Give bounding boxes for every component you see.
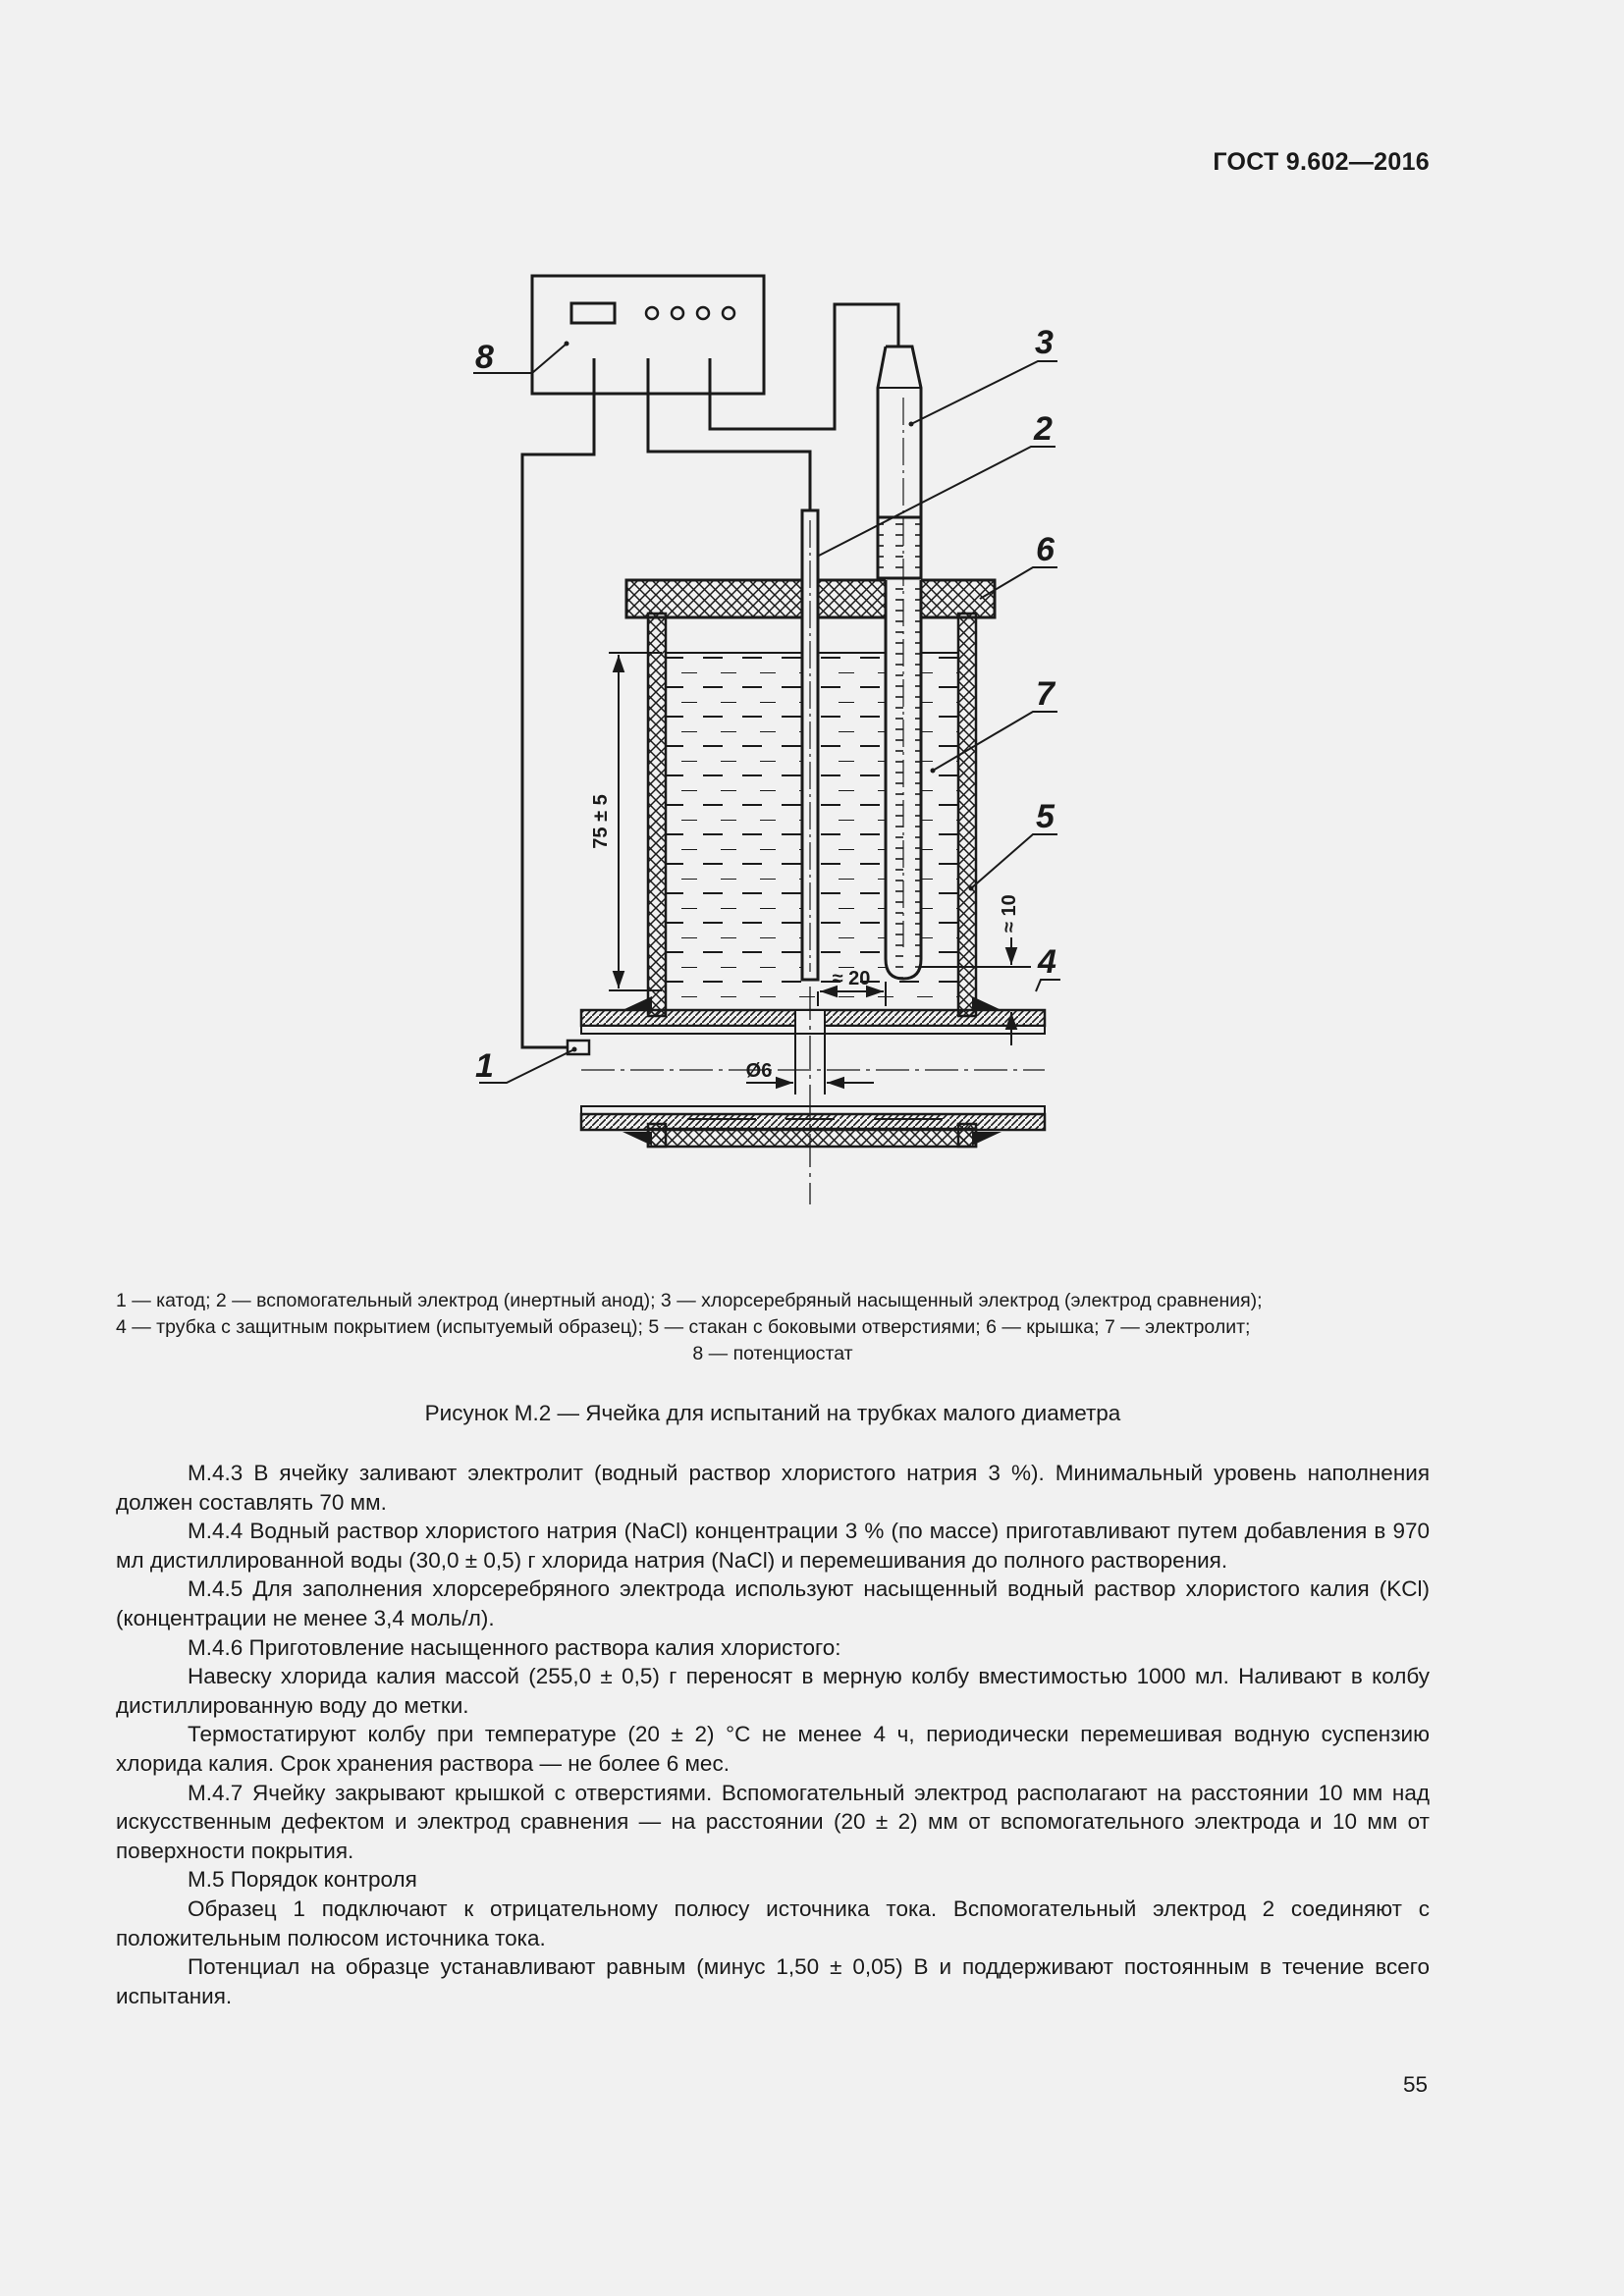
document-header: ГОСТ 9.602—2016 — [1213, 148, 1430, 176]
figure-caption: Рисунок М.2 — Ячейка для испытаний на трубках малого диаметра — [424, 1401, 1121, 1425]
paragraph: Термостатируют колбу при температуре (20 ± 2) °С не менее 4 ч, периодически перемешивая водную суспензию хлорида калия. Срок хранения раствора — не более 6 мес. — [116, 1722, 1430, 1776]
figure-legend — [116, 1288, 1430, 1367]
label-4: 4 — [1038, 943, 1056, 981]
section-heading: М.5 Порядок контроля — [188, 1867, 417, 1893]
legend-line-1: 1 — катод; 2 — вспомогательный электрод (инертный анод); 3 — хлорсеребряный насыщенный электрод (электрод сравнения); — [116, 1290, 1263, 1311]
body-text — [116, 1459, 1430, 2010]
label-7: 7 — [1036, 675, 1055, 713]
label-8: 8 — [475, 339, 494, 376]
page-number: 55 — [1402, 2072, 1428, 2097]
paragraph: Потенциал на образце устанавливают равным (минус 1,50 ± 0,05) В и поддерживают постоянным в течение всего испытания. — [116, 1954, 1430, 2008]
dim-gap-20: ≈ 20 — [832, 968, 871, 989]
reference-electrode — [878, 347, 921, 979]
label-6: 6 — [1036, 531, 1055, 568]
dim-diameter: Ø6 — [745, 1060, 773, 1082]
legend-line-3: 8 — потенциостат — [692, 1343, 853, 1364]
paragraph: М.4.7 Ячейку закрывают крышкой с отверстиями. Вспомогательный электрод располагают на расстоянии 10 мм над искусственным дефектом и электрод сравнения — на расстоянии (20 ± 2) мм от вспомогательного электрода и 10 мм от поверхности покрытия. — [116, 1780, 1430, 1863]
specimen-tube — [568, 987, 1045, 1204]
legend-line-2: 4 — трубка с защитным покрытием (испытуемый образец); 5 — стакан с боковыми отверстиями; 6 — крышка; 7 — электролит; — [116, 1316, 1251, 1338]
paragraph: М.4.4 Водный раствор хлористого натрия (NaCl) концентрации 3 % (по массе) приготавливают путем добавления в 970 мл дистиллированной воды (30,0 ± 0,5) г хлорида натрия (NaCl) и перемешивания до полного растворения. — [116, 1519, 1430, 1573]
cup-left-wall — [648, 614, 666, 1016]
paragraph: М.4.5 Для заполнения хлорсеребряного электрода используют насыщенный водный раствор хлористого калия (KCl) (концентрации не менее 3,4 моль/л). — [116, 1576, 1430, 1630]
paragraph: М.4.6 Приготовление насыщенного раствора калия хлористого: — [188, 1634, 841, 1660]
cup-bottom-wall — [648, 1129, 976, 1147]
dim-gap-10: ≈ 10 — [999, 894, 1020, 933]
paragraph: Навеску хлорида калия массой (255,0 ± 0,5) г переносят в мерную колбу вместимостью 1000 мл. Наливают в колбу дистиллированную воду до метки. — [116, 1664, 1430, 1718]
label-1: 1 — [475, 1047, 494, 1085]
cup-right-wall — [958, 614, 976, 1016]
label-5: 5 — [1036, 798, 1055, 835]
label-3: 3 — [1035, 324, 1054, 361]
paragraph: М.4.3 В ячейку заливают электролит (водный раствор хлористого натрия 3 %). Минимальный уровень наполнения должен составлять 70 мм. — [116, 1461, 1430, 1515]
paragraph: Образец 1 подключают к отрицательному полюсу источника тока. Вспомогательный электрод 2 соединяют с положительным полюсом источника тока. — [116, 1896, 1430, 1950]
test-cell-figure — [461, 260, 1065, 1222]
dim-height: 75 ± 5 — [590, 794, 612, 849]
label-2: 2 — [1034, 410, 1053, 448]
